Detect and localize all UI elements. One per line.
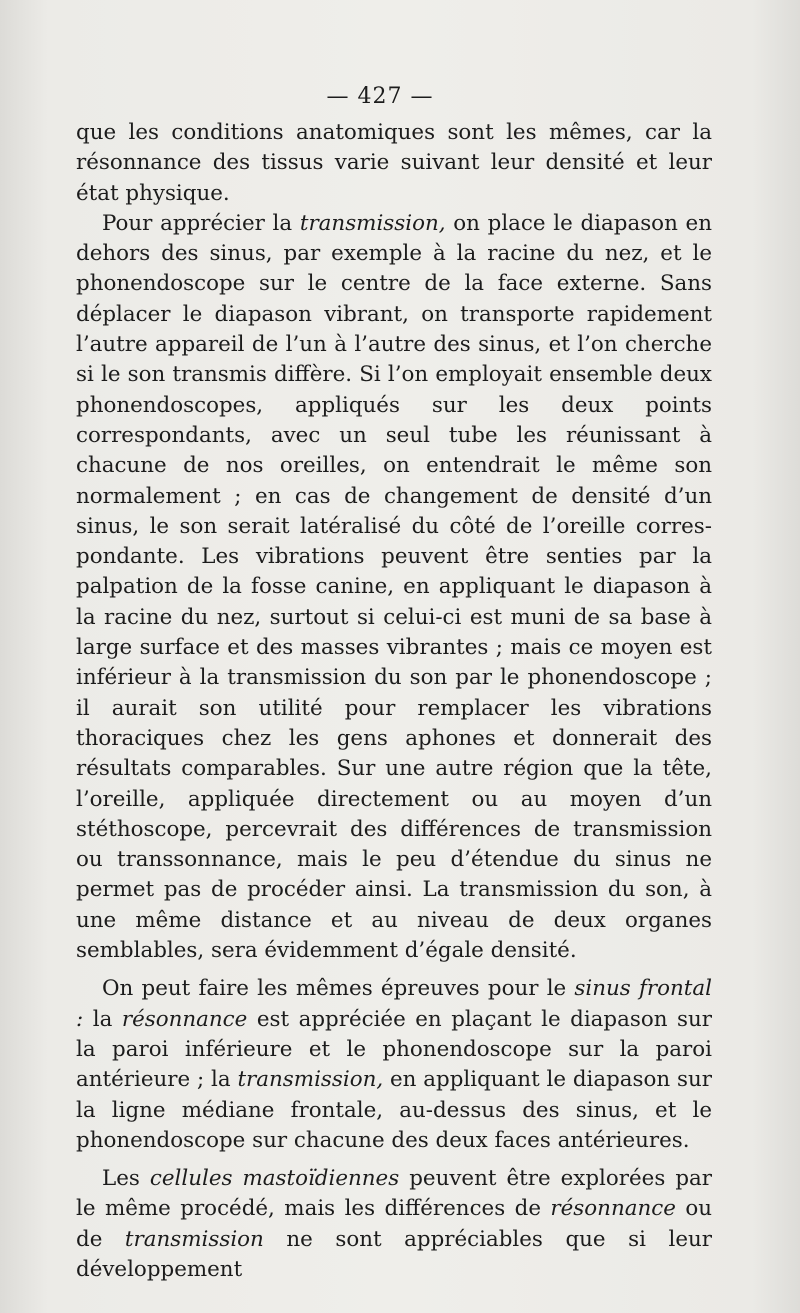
text-run: ou de <box>76 1196 712 1252</box>
text-run: on place le diapason en dehors des sinus, par exemple à la racine du nez, et le phonendoscope sur le centre de la face externe. Sans déplacer le diapason vibrant, on transporte rapidement l’autre appareil de l’un à l’autre des sinus, et l’on cherche si le son transmis diffère. Si l’on employait ensemble deux phonendoscopes, appliqués sur les deux points correspondants, avec un seul tube les réunissant à chacune de nos oreilles, on entendrait le même son normalement ; en cas de changement de densité d’un sinus, le son serait latéralisé du côté de l’oreille correspondante. Les vibrations peuvent être senties par la palpation de la fosse canine, en appliquant le diapason à la racine du nez, surtout si celui-ci est muni de sa base à large surface et des masses vibrantes ; mais ce moyen est inférieur à la transmission du son par le phonendoscope ; il aurait son utilité pour remplacer les vibrations thoraciques chez les gens aphones et donnerait des résultats comparables. Sur une autre région que la tête, l’oreille, appliquée directement ou au moyen d’un stéthoscope, percevrait des différences de transmission ou transsonnance, mais le peu d’étendue du sinus ne permet pas de procéder ainsi. La transmission du son, à une même distance et au niveau de deux organes semblables, sera évidemment d’égale densité. <box>76 210 712 964</box>
paragraph <box>76 1164 712 1285</box>
italic-term: sinus frontal : <box>76 976 712 1032</box>
italic-term: transmission <box>124 1226 264 1252</box>
text-run: en appliquant le diapason sur la ligne médiane frontale, au-dessus des sinus, et le phonendoscope sur chacune des deux faces antérieures. <box>76 1067 712 1153</box>
italic-term: résonnance <box>550 1196 676 1222</box>
text-run: ne sont appréciables que si leur développement <box>76 1226 712 1282</box>
text-run: Les <box>102 1166 150 1192</box>
text-run: que les conditions anatomiques sont les mêmes, car la résonnance des tissus varie suivant leur densité et leur état physique. <box>76 120 712 206</box>
body-text <box>76 118 712 1285</box>
italic-term: transmission, <box>299 210 446 236</box>
italic-term: transmission, <box>237 1067 384 1093</box>
page-number: — 427 — <box>326 84 434 109</box>
text-run: On peut faire les mêmes épreuves pour le <box>102 976 575 1002</box>
italic-term: cellules mastoïdiennes <box>149 1166 400 1192</box>
paragraph <box>76 118 712 209</box>
text-run: la <box>83 1006 122 1032</box>
text-run: est appréciée en plaçant le diapason sur la paroi inférieure et le phonendoscope sur la paroi antérieure ; la <box>76 1006 712 1093</box>
paragraph <box>76 974 712 1156</box>
text-run: peuvent être explorées par le même procédé, mais les différences de <box>76 1166 712 1222</box>
paragraph <box>76 209 712 966</box>
text-run: Pour apprécier la <box>102 210 300 236</box>
italic-term: résonnance <box>121 1006 248 1032</box>
